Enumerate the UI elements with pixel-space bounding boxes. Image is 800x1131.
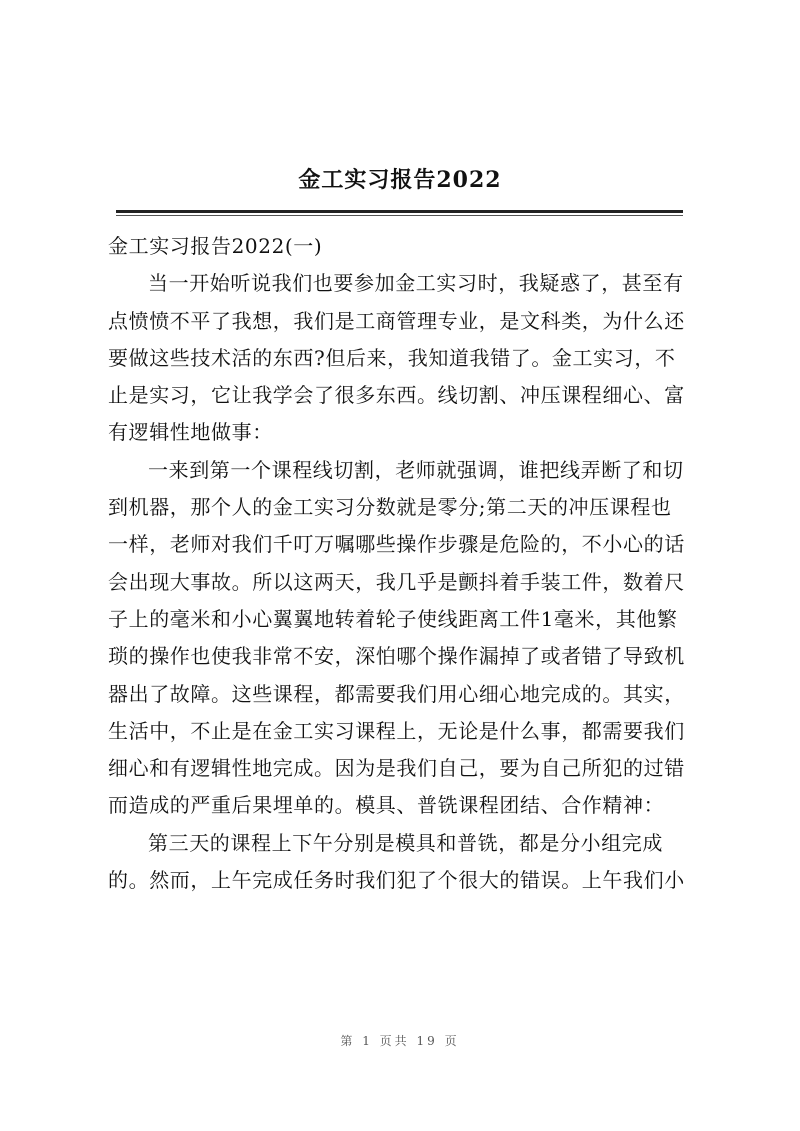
page-title: 金工实习报告2022 (298, 167, 502, 193)
text-line: 点愤愤不平了我想，我们是工商管理专业，是文科类，为什么还 (108, 308, 685, 333)
text-line: 当一开始听说我们也要参加金工实习时，我疑惑了，甚至有 (148, 271, 684, 296)
text-line: 细心和有逻辑性地完成。因为是我们自己，要为自己所犯的过错 (108, 756, 685, 781)
text-line: 生活中，不止是在金工实习课程上，无论是什么事，都需要我们 (108, 718, 685, 743)
document-body (108, 228, 708, 899)
text-line: 到机器，那个人的金工实习分数就是零分;第二天的冲压课程也 (108, 495, 672, 520)
text-line: 会出现大事故。所以这两天，我几乎是颤抖着手装工件，数着尺 (108, 569, 685, 594)
text-line: 一来到第一个课程线切割，老师就强调，谁把线弄断了和切 (148, 457, 684, 482)
text-line: 子上的毫米和小心翼翼地转着轮子使线距离工件1毫米，其他繁 (108, 606, 678, 631)
text-line: 琐的操作也使我非常不安，深怕哪个操作漏掉了或者错了导致机 (108, 644, 685, 669)
section-heading: 金工实习报告2022(一) (108, 234, 323, 258)
text-line: 第三天的课程上下午分别是模具和普铣，都是分小组完成 (148, 830, 663, 855)
text-line: 要做这些技术活的东西?但后来，我知道我错了。金工实习，不 (108, 345, 676, 370)
text-line: 有逻辑性地做事： (108, 420, 273, 445)
text-line: 止是实习，它让我学会了很多东西。线切割、冲压课程细心、富 (108, 383, 685, 408)
text-line: 而造成的严重后果埋单的。模具、普铣课程团结、合作精神： (108, 793, 665, 818)
title-divider-thin (116, 215, 683, 216)
text-line: 器出了故障。这些课程，都需要我们用心细心地完成的。其实， (108, 681, 685, 706)
text-line: 一样，老师对我们千叮万嘱哪些操作步骤是危险的，不小心的话 (108, 532, 685, 557)
title-divider (116, 210, 683, 213)
page-footer: 第 1 页共 19 页 (340, 1034, 460, 1048)
text-line: 的。然而，上午完成任务时我们犯了个很大的错误。上午我们小 (108, 868, 685, 893)
